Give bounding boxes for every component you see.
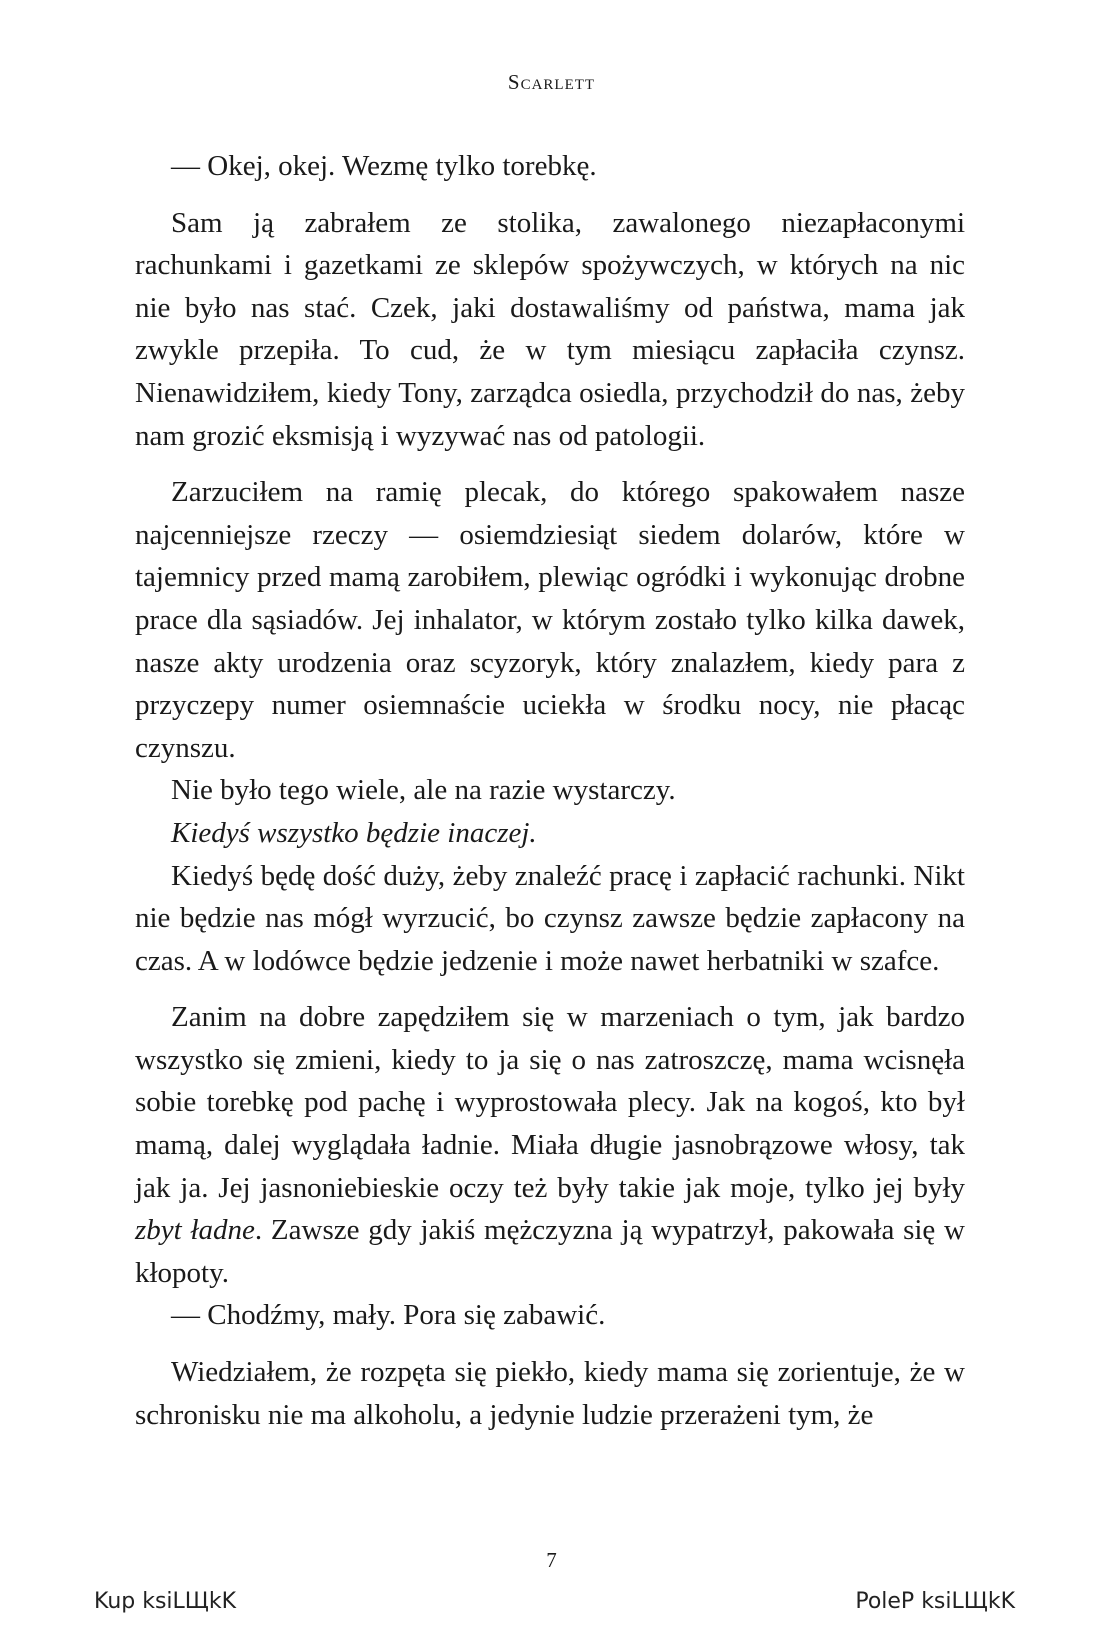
recommend-book-link[interactable]: PoleP ksiLЩkK xyxy=(855,1589,1015,1614)
paragraph: Sam ją zabrałem ze stolika, zawalonego niezapłaconymi rachunkami i gazetkami ze sklepów spożywczych, w których na nic nie było nas stać. Czek, jaki dostawaliśmy od państwa, mama jak zwykle przepiła. To cud, że w tym miesiącu zapłaciła czynsz. Nienawidziłem, kiedy Tony, zarządca osiedla, przychodził do nas, żeby nam grozić eksmisją i wyzywać nas od patologii. xyxy=(135,206,965,452)
paragraph: — Okej, okej. Wezmę tylko torebkę. xyxy=(171,150,597,182)
buy-book-link[interactable]: Kup ksiLЩkK xyxy=(94,1589,237,1614)
body-text xyxy=(135,145,965,1436)
paragraph: Nie było tego wiele, ale na razie wystarczy. xyxy=(171,774,676,807)
paragraph: — Chodźmy, mały. Pora się zabawić. xyxy=(171,1299,606,1332)
page-number: 7 xyxy=(546,1548,557,1572)
paragraph-italic xyxy=(135,812,965,855)
paragraph: Wiedziałem, że rozpęta się piekło, kiedy mama się zorientuje, że w schronisku nie ma alkoholu, a jedynie ludzie przerażeni tym, że xyxy=(135,1356,965,1431)
paragraph: Zarzuciłem na ramię plecak, do którego spakowałem nasze najcenniejsze rzeczy — osiemdziesiąt siedem dolarów, które w tajemnicy przed mamą zarobiłem, plewiąc ogródki i wykonując drobne prace dla sąsiadów. Jej inhalator, w którym zostało tylko kilka dawek, nasze akty urodzenia oraz scyzoryk, który znalazłem, kiedy para z przyczepy numer osiemnaście uciekła w środku nocy, nie płacąc czynszu. xyxy=(135,476,965,764)
paragraph: Kiedyś będę dość duży, żeby znaleźć pracę i zapłacić rachunki. Nikt nie będzie nas mógł wyrzucić, bo czynsz zawsze będzie zapłacony na czas. A w lodówce będzie jedzenie i może nawet herbatniki w szafce. xyxy=(135,859,965,977)
italic-text: Kiedyś wszystko będzie inaczej. xyxy=(171,816,537,849)
text-run: Zanim na dobre zapędziłem się w marzeniach o tym, jak bardzo wszystko się zmieni, kiedy to ja się o nas zatroszczę, mama wcisnęła sobie torebkę pod pachę i wyprostowała plecy. Jak na kogoś, kto był mamą, dalej wyglądała ładnie. Miała długie jasnobrązowe włosy, tak jak ja. Jej jasnoniebieskie oczy też były takie jak moje, tylko jej były xyxy=(135,1001,965,1204)
text-run: . Zawsze gdy jakiś mężczyzna ją wypatrzył, pakowała się w kłopoty. xyxy=(135,1214,965,1289)
paragraph xyxy=(135,996,965,1294)
italic-text: zbyt ładne xyxy=(135,1214,255,1247)
running-head: Scarlett xyxy=(507,70,596,94)
